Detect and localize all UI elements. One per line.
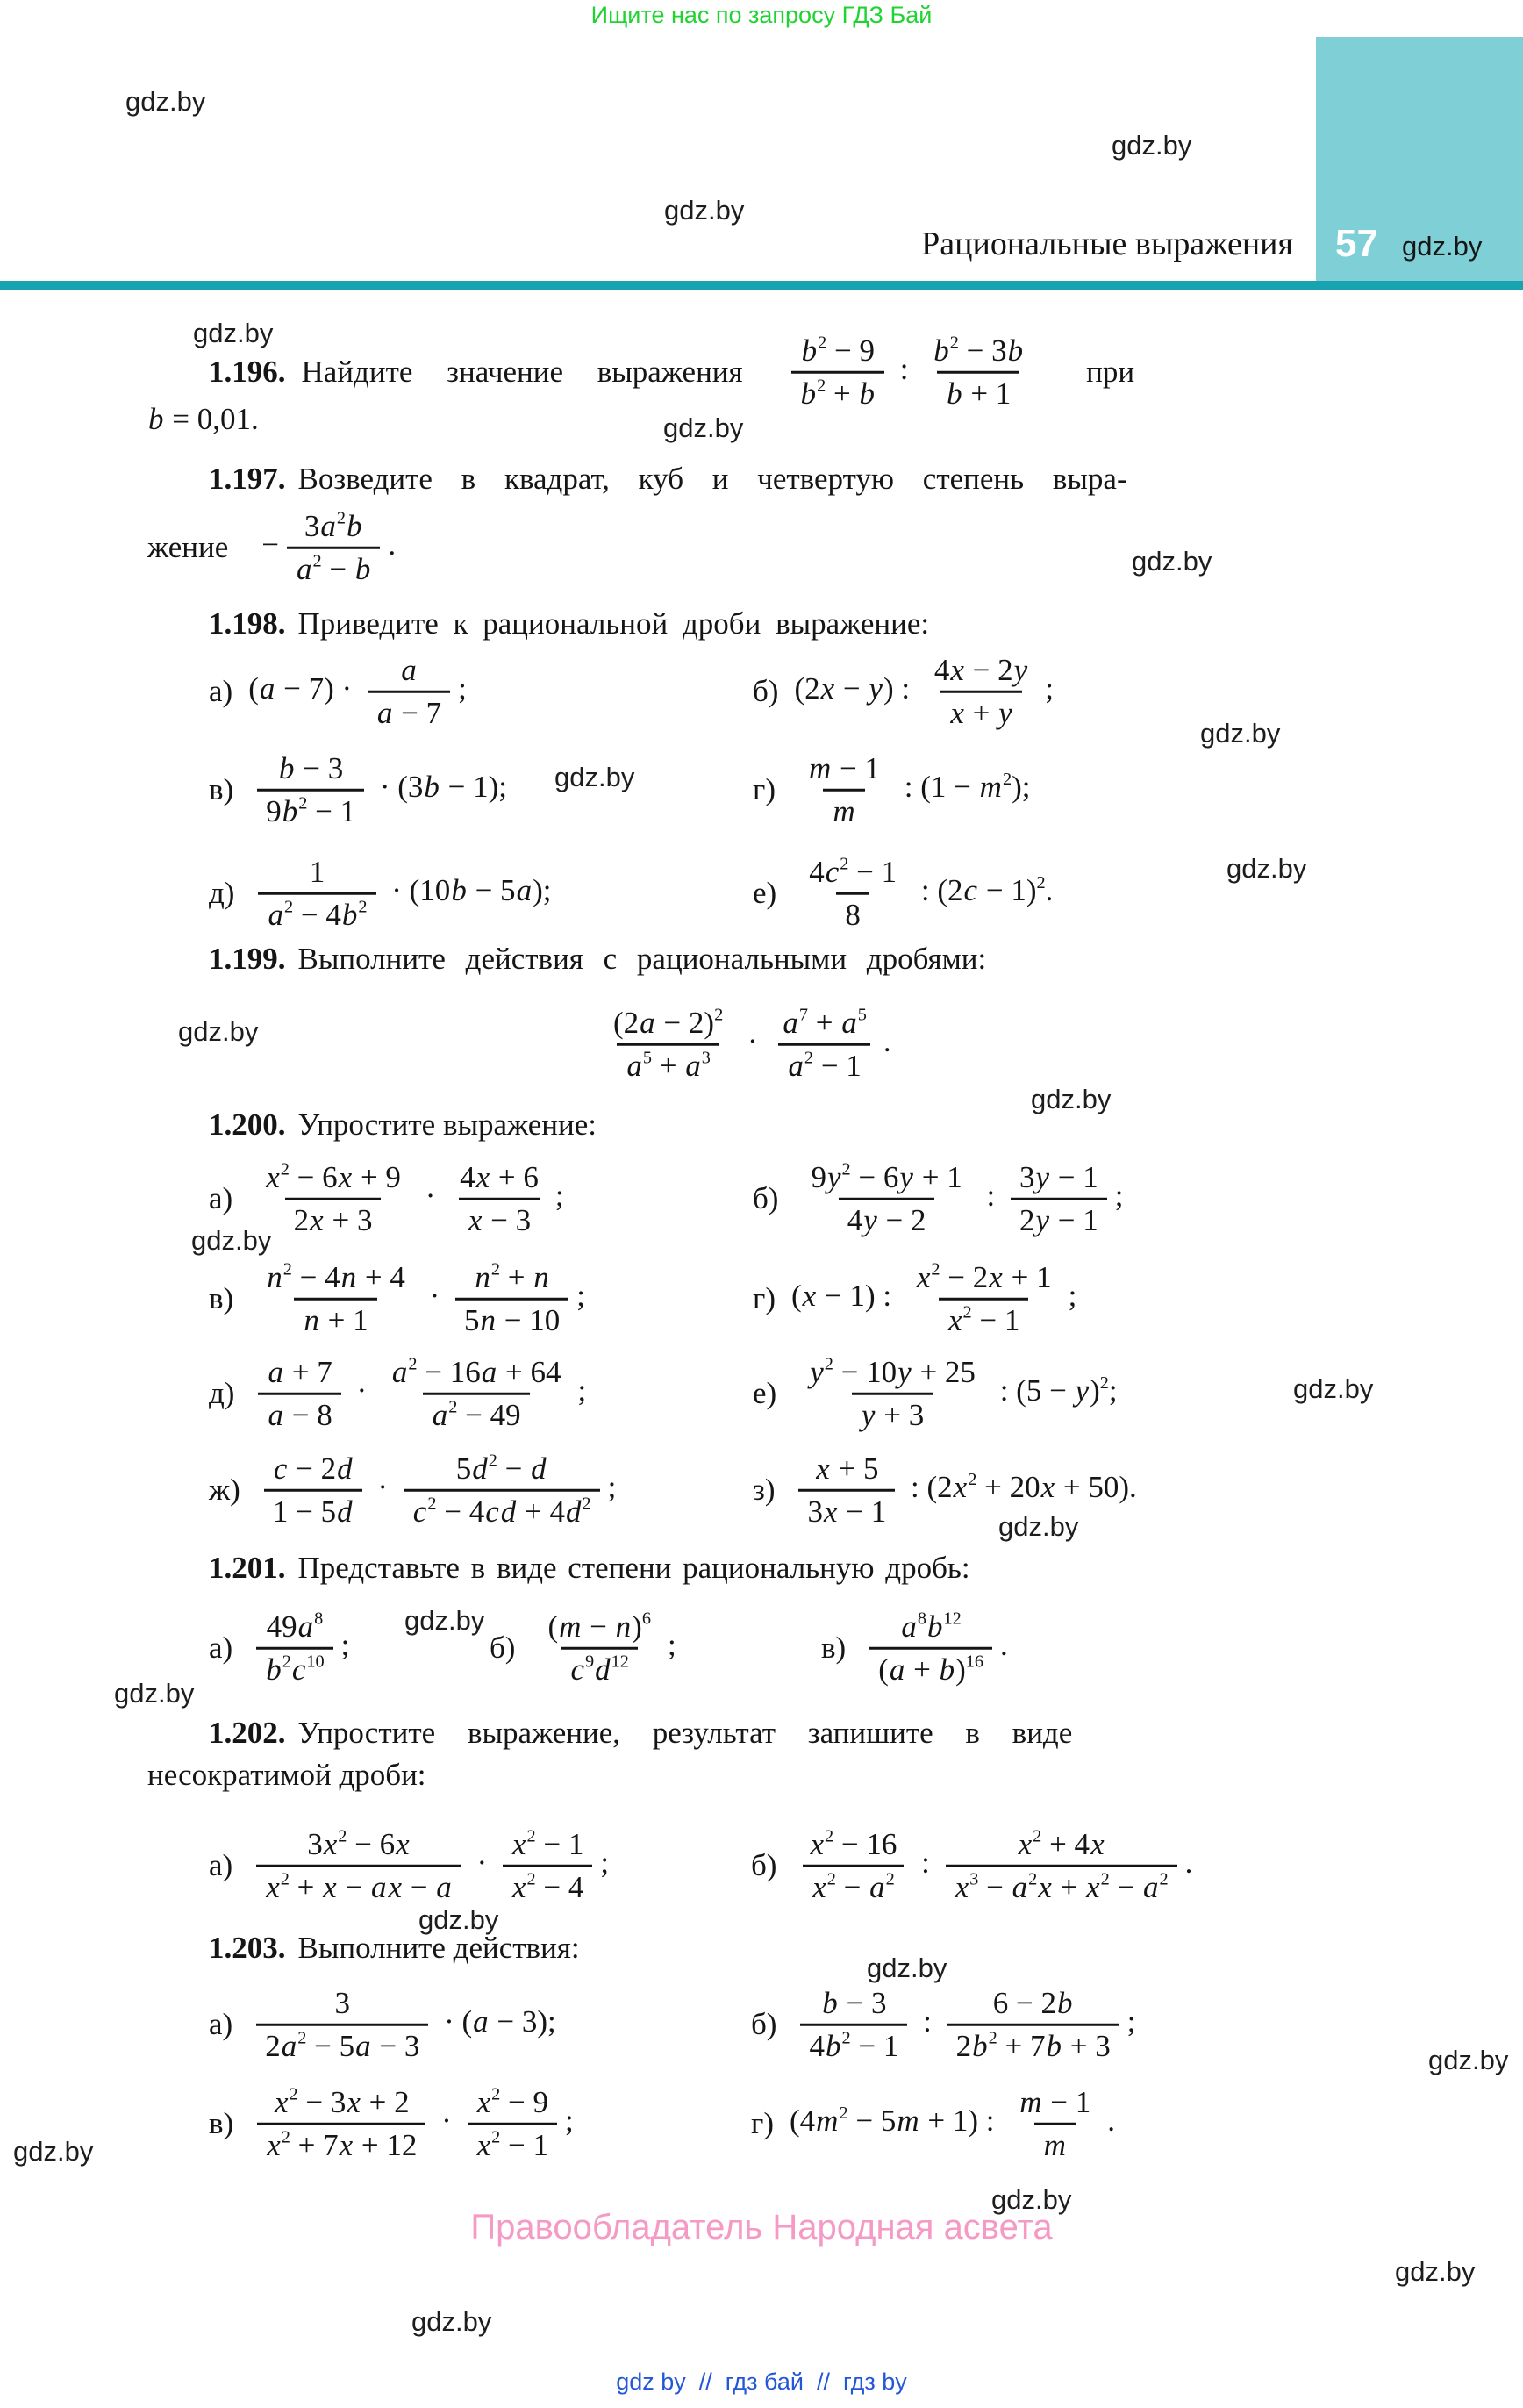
watermark: gdz.by [663,412,744,443]
exercise-item [209,2082,574,2166]
copyright-text: Правообладатель Народная асвета [470,2208,1053,2247]
watermark: gdz.by [13,2136,94,2167]
watermark: gdz.by [1428,2045,1509,2075]
item-formula: $\frac{9y^2 - 6y + 1}{4y - 2}$ : $\frac{3y - 1}{2y - 1}$ ; [794,1157,1123,1241]
exercise-1196-line1 [209,331,1134,414]
exercise-1202-heading [209,1716,1072,1751]
item-label: е) [753,876,777,910]
watermark: gdz.by [664,195,745,226]
header-divider [0,281,1523,290]
exercise-intro: Упростите выражение, результат запишите в виде [297,1716,1073,1750]
item-formula: $\frac{3}{2a^2 - 5a - 3}$ · (a − 3); [248,1983,556,2067]
item-label: а) [209,674,233,708]
exercise-item [209,1824,609,1908]
exercise-intro: Приведите к рациональной дроби выражение: [297,606,930,641]
watermark: gdz.by [1293,1373,1374,1404]
exercise-item [209,852,551,935]
item-label: з) [753,1473,776,1507]
exercise-item [209,1983,556,2067]
exercise-1201-heading [209,1551,970,1586]
item-label: б) [753,1181,779,1215]
exercise-formula: $\frac{(2a - 2)^2}{a^5 + a^3}$ · $\frac{a^7 + a^5}{a^2 - 1}$ . [597,1003,891,1086]
item-label: д) [209,876,235,910]
item-label: г) [753,1281,776,1315]
exercise-item [209,1258,585,1341]
item-formula: $\frac{b - 3}{9b^2 - 1}$ · (3b − 1); [249,749,507,832]
item-formula: $\frac{(m - n)^6}{c^9d^{12}}$ ; [531,1607,676,1690]
exercise-number: 1.198. [209,606,286,641]
exercise-1199-formula [597,1003,891,1086]
exercise-item [751,1824,1192,1908]
exercise-intro: Упростите выражение: [297,1107,597,1142]
exercise-number: 1.199. [209,942,286,976]
exercise-intro-continuation: жение [147,530,229,564]
item-formula: $\frac{m - 1}{m}$ : $(1 - m^2)$; [791,749,1030,832]
item-label: в) [209,772,234,806]
exercise-item [209,1157,564,1241]
exercise-tail: при [1086,355,1135,389]
item-label: а) [209,1848,233,1882]
exercise-1202-heading-line2 [147,1758,426,1793]
item-label: б) [753,674,779,708]
exercise-formula: $\frac{b^2 - 9}{b^2 + b}$ : $\frac{b^2 - 3b}{b + 1}$ [783,331,1041,414]
exercise-1196-line2 [147,402,259,437]
watermark: gdz.by [1402,231,1483,262]
watermark: gdz.by [125,86,206,117]
item-formula: $\frac{y^2 - 10y + 25}{y + 3}$ : $(5 - y)^2$; [792,1352,1117,1436]
exercise-item [490,1607,676,1690]
item-label: г) [753,772,776,806]
exercise-intro: Найдите значение выражения [301,355,743,389]
exercise-item [753,749,1030,832]
page-number: 57 [1335,222,1378,265]
watermark: gdz.by [1200,718,1281,749]
item-formula: $\frac{a + 7}{a - 8}$ · $\frac{a^2 - 16a + 64}{a^2 - 49}$ ; [250,1352,586,1436]
watermark: gdz.by [411,2306,492,2337]
item-formula: (x − 1) : $\frac{x^2 - 2x + 1}{x^2 - 1}$ ; [791,1258,1076,1341]
exercise-intro-continuation: несократимой дроби: [147,1758,426,1792]
exercise-item [753,1258,1076,1341]
watermark: gdz.by [404,1605,485,1636]
exercise-1200-heading [209,1107,597,1143]
watermark: gdz.by [178,1016,259,1047]
item-formula: $\frac{1}{a^2 - 4b^2}$ · (10b − 5a); [250,852,551,935]
item-label: б) [751,2007,777,2041]
exercise-1197-heading [209,462,1127,497]
exercise-intro: Возведите в квадрат, куб и четвертую степень выра- [297,462,1127,496]
exercise-item [821,1607,1008,1690]
watermark: gdz.by [191,1225,272,1256]
watermark: gdz.by [998,1511,1079,1542]
exercise-number: 1.197. [209,462,286,496]
exercise-intro: Представьте в виде степени рациональную дробь: [297,1551,970,1585]
item-formula: $\frac{a^8b^{12}}{(a + b)^{16}}$ . [862,1607,1008,1690]
item-formula: $\frac{4c^2 - 1}{8}$ : $(2c - 1)^2$. [792,852,1053,935]
exercise-intro: Выполните действия: [297,1931,580,1965]
exercise-1199-heading [209,942,986,977]
item-label: в) [209,1281,234,1315]
exercise-condition: b = 0,01. [148,402,259,436]
exercise-item [209,1449,616,1532]
site-banner-link[interactable]: Ищите нас по запросу ГДЗ Бай [590,2,933,28]
exercise-item [751,2082,1115,2166]
watermark: gdz.by [1112,130,1192,161]
exercise-number: 1.202. [209,1716,286,1750]
item-label: ж) [209,1473,240,1507]
exercise-item [753,1157,1123,1241]
item-formula: $\frac{x^2 - 16}{x^2 - a^2}$ : $\frac{x^2 + 4x}{x^3 - a^2x + x^2 - a^2}$ . [792,1824,1192,1908]
exercise-item [209,1607,349,1690]
exercise-number: 1.201. [209,1551,286,1585]
item-formula: $\frac{n^2 - 4n + 4}{n + 1}$ · $\frac{n^2 + n}{5n - 10}$ ; [249,1258,585,1341]
exercise-number: 1.196. [209,355,286,389]
watermark: gdz.by [1132,546,1212,577]
exercise-item [753,650,1054,734]
item-formula: $(4m^2 - 5m + 1)$ : $\frac{m - 1}{m}$ . [790,2082,1115,2166]
watermark: gdz.by [1395,2256,1476,2287]
exercise-item [753,1449,1137,1532]
item-formula: $\frac{x + 5}{3x - 1}$ : $(2x^2 + 20x + 50)$. [790,1449,1136,1532]
watermark: gdz.by [114,1678,195,1709]
item-label: б) [490,1630,516,1665]
item-label: б) [751,1848,777,1882]
item-formula: $\frac{x^2 - 3x + 2}{x^2 + 7x + 12}$ · $\frac{x^2 - 9}{x^2 - 1}$ ; [249,2082,574,2166]
exercise-item [753,1352,1118,1436]
exercise-1197-line2 [147,506,396,590]
chapter-title: Рациональные выражения [921,226,1293,262]
exercise-item [209,650,467,734]
exercise-intro: Выполните действия с рациональными дробями: [297,942,987,976]
item-formula: (a − 7) · $\frac{a}{a - 7}$ ; [248,650,467,734]
footer-links[interactable]: gdz by // гдз бай // гдз by [616,2369,907,2395]
item-formula: $\frac{49a^8}{b^2c^{10}}$ ; [248,1607,349,1690]
watermark: gdz.by [554,762,635,792]
watermark: gdz.by [418,1904,499,1935]
exercise-item [753,852,1053,935]
item-label: а) [209,1181,233,1215]
item-formula: (2x − y) : $\frac{4x - 2y}{x + y}$ ; [794,650,1053,734]
exercise-formula: − $\frac{3a^2b}{a^2 - b}$ . [261,506,396,590]
exercise-item [751,1983,1135,2067]
item-label: а) [209,1630,233,1665]
item-label: д) [209,1376,235,1410]
watermark: gdz.by [1226,853,1307,884]
item-label: е) [753,1376,777,1410]
item-label: в) [209,2106,234,2140]
exercise-1203-heading [209,1931,580,1966]
exercise-1198-heading [209,606,929,641]
page-number-box [1316,37,1523,282]
watermark: gdz.by [1031,1084,1112,1114]
item-label: в) [821,1630,847,1665]
watermark: gdz.by [193,318,274,348]
item-formula: $\frac{b - 3}{4b^2 - 1}$ : $\frac{6 - 2b}{2b^2 + 7b + 3}$ ; [792,1983,1135,2067]
item-formula: $\frac{3x^2 - 6x}{x^2 + x - ax - a}$ · $\frac{x^2 - 1}{x^2 - 4}$ ; [248,1824,609,1908]
exercise-item [209,749,507,832]
item-label: а) [209,2007,233,2041]
exercise-number: 1.200. [209,1107,286,1142]
item-label: г) [751,2106,775,2140]
item-formula: $\frac{c - 2d}{1 - 5d}$ · $\frac{5d^2 - d}{c^2 - 4cd + 4d^2}$ ; [256,1449,617,1532]
exercise-number: 1.203. [209,1931,286,1965]
watermark: gdz.by [991,2184,1072,2215]
exercise-item [209,1352,586,1436]
watermark: gdz.by [867,1953,947,1983]
item-formula: $\frac{x^2 - 6x + 9}{2x + 3}$ · $\frac{4x + 6}{x - 3}$ ; [248,1157,563,1241]
